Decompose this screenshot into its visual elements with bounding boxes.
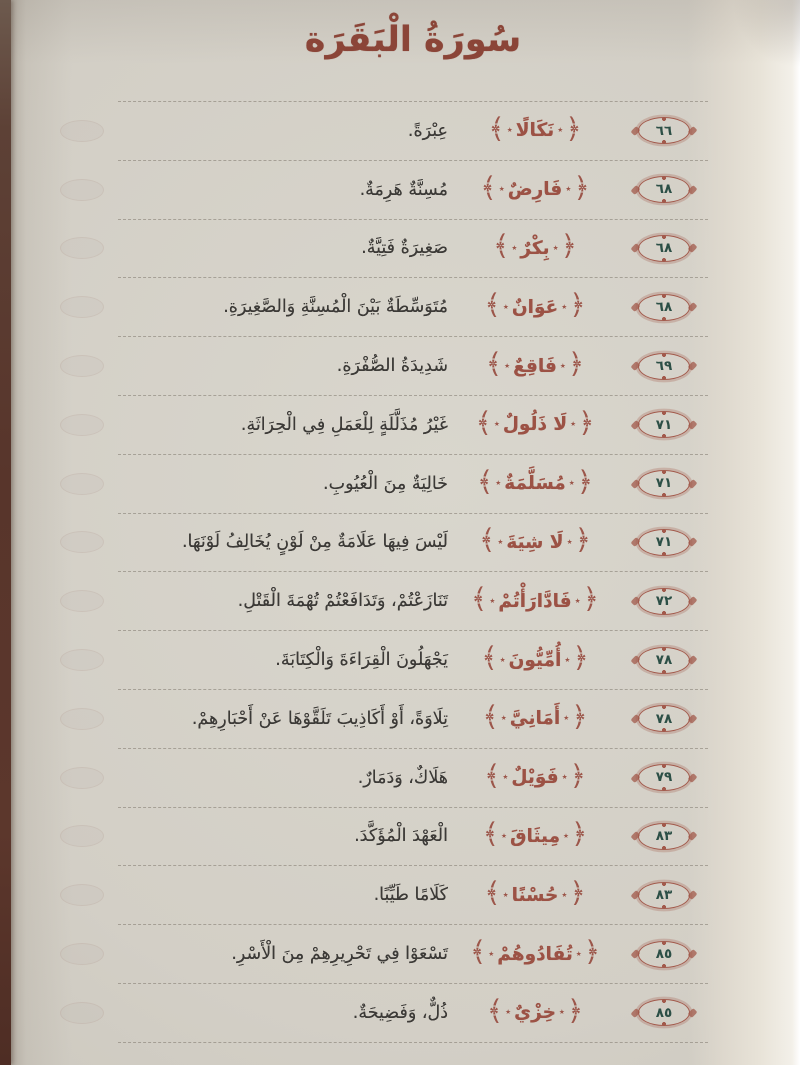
glossary-entry-row [118,690,708,749]
quran-word: بِكْرٌ [520,237,550,259]
rosette-ornament-icon: ٭ [488,946,495,960]
glossary-entry-row [118,572,708,631]
ornate-bracket-close-icon: ﴾ [485,347,503,381]
rosette-ornament-icon: ٭ [570,417,577,431]
verse-number: ٨٥ [655,945,673,962]
rosette-ornament-icon: ٭ [500,711,507,725]
meaning-text: خَالِيَةٌ مِنَ الْعُيُوبِ. [323,473,448,494]
glossary-entry-row [118,396,708,455]
verse-number-cell [620,764,708,791]
glossary-entry-row [118,102,708,161]
meaning-text: تِلَاوَةً، أَوْ أَكَاذِيبَ تَلَقَّوْهَا عَنْ أَحْبَارِهِمْ. [191,708,448,729]
quran-word: فَوَيْلٌ [511,767,559,789]
verse-number-cell [620,529,708,556]
glossary-entry-row [118,455,708,514]
verse-number-medallion [638,411,690,438]
verse-number: ٨٣ [655,887,673,903]
rosette-ornament-icon: ٭ [558,1005,565,1019]
meaning-text: ذُلٌّ، وَفَضِيحَةٌ. [352,1002,448,1023]
ornate-bracket-open-icon: ﴿ [565,111,582,145]
verse-number-medallion [638,764,690,791]
ornate-bracket-open-icon: ﴿ [583,935,601,969]
meaning-text: كَلَامًا طَيِّبًا. [373,885,448,906]
rosette-ornament-icon: ٭ [502,770,509,784]
ornate-bracket-close-icon: ﴾ [480,170,497,204]
meaning-text: هَلَاكٌ، وَدَمَارٌ. [357,767,448,788]
rosette-ornament-icon: ٭ [565,182,572,196]
quran-word: حُسْنًا [511,884,559,906]
quran-word: أُمِّيُّونَ [508,649,562,671]
verse-number: ٦٩ [655,357,673,374]
verse-number-medallion [638,588,690,615]
rosette-ornament-icon: ٭ [566,534,573,548]
ornate-bracket-close-icon: ﴾ [476,464,494,498]
verse-number-cell [620,235,708,262]
verse-number-cell [620,470,708,497]
verse-number: ٨٥ [655,1004,673,1021]
verse-number-medallion [638,117,690,144]
verse-number-cell [620,941,708,968]
verse-number: ٧٢ [655,593,673,610]
verse-number-medallion [638,470,690,497]
quran-word-cell [450,582,620,616]
ornate-bracket-open-icon: ﴿ [573,170,590,204]
meaning-text: مُتَوَسِّطَةٌ بَيْنَ الْمُسِنَّةِ وَالصَّغِيرَةِ. [223,297,448,318]
glossary-entry-row [118,161,708,220]
quran-word: لَا ذَلُولٌ [502,414,568,436]
verse-number-cell [620,999,708,1026]
rosette-ornament-icon: ٭ [563,711,570,725]
meaning-text: الْعَهْدَ الْمُؤَكَّدَ. [354,826,448,847]
quran-word-cell [450,935,620,969]
verse-number-medallion [638,529,690,556]
rosette-ornament-icon: ٭ [505,1005,512,1019]
verse-number-cell [620,882,708,909]
rosette-ornament-icon: ٭ [575,946,582,960]
meaning-text: مُسِنَّةٌ هَرِمَةٌ. [359,179,448,200]
meaning-text: تَنَازَعْتُمْ، وَتَدَافَعْتُمْ تُهْمَةَ الْقَتْلِ. [237,591,448,612]
verse-number: ٧١ [655,416,673,433]
quran-word-cell [450,347,620,381]
rosette-ornament-icon: ٭ [557,123,564,137]
ornate-bracket-close-icon: ﴾ [488,111,505,145]
meaning-text: عِبْرَةً. [407,120,448,141]
quran-word-cell [450,229,620,263]
rosette-ornament-icon: ٭ [489,593,496,607]
quran-word: تُفَادُوهُمْ [497,943,573,965]
verse-number: ٧١ [655,534,673,551]
ornate-bracket-open-icon: ﴿ [574,523,591,557]
verse-number-medallion [638,235,690,262]
quran-word-cell [450,993,620,1027]
quran-word: فَاقِعٌ [513,355,557,377]
rosette-ornament-icon: ٭ [552,240,559,254]
verse-number: ٦٦ [655,122,673,139]
meaning-text: شَدِيدَةُ الصُّفْرَةِ. [336,356,448,377]
glossary-entry-row [118,631,708,690]
glossary-entry-row [118,220,708,279]
verse-number-medallion [638,705,690,732]
quran-word: فَادَّارَأْتُمْ [498,590,572,612]
rosette-ornament-icon: ٭ [500,828,507,842]
verse-number: ٦٨ [655,181,673,198]
glossary-entry-row [118,749,708,808]
ornate-bracket-open-icon: ﴿ [571,817,588,851]
rosette-ornament-icon: ٭ [502,299,509,313]
rosette-ornament-icon: ٭ [495,476,502,490]
meaning-text: صَغِيرَةٌ فَتِيَّةٌ. [361,238,448,259]
glossary-entry-row [118,514,708,573]
verse-number: ٧١ [655,475,673,492]
quran-word: لَا شِيَةَ [506,531,564,553]
ornate-bracket-open-icon: ﴿ [569,876,586,910]
ornate-bracket-open-icon: ﴿ [572,641,589,675]
quran-word: فَارِضٌ [507,179,563,201]
ornate-bracket-close-icon: ﴾ [486,993,504,1027]
glossary-entry-row [118,337,708,396]
verse-number-cell [620,176,708,203]
verse-number-medallion [638,882,690,909]
quran-word-cell [450,405,620,439]
quran-word-cell [450,699,620,733]
quran-word-cell [450,641,620,675]
verse-number-medallion [638,176,690,203]
ornate-bracket-close-icon: ﴾ [479,523,496,557]
book-cover-edge [0,0,11,1065]
ornate-bracket-close-icon: ﴾ [484,758,501,792]
glossary-entry-row [118,278,708,337]
verse-number: ٦٨ [655,299,673,316]
rosette-ornament-icon: ٭ [559,358,566,372]
ornate-bracket-close-icon: ﴾ [484,288,501,322]
rosette-ornament-icon: ٭ [506,123,513,137]
quran-word: عَوَانٌ [511,296,559,318]
verse-number-cell [620,353,708,380]
surah-title: سُورَةُ الْبَقَرَة [304,20,522,60]
verse-number-medallion [638,823,690,850]
glossary-list [118,101,708,1043]
quran-word: مِيثَاقَ [509,825,561,847]
ornate-bracket-close-icon: ﴾ [470,582,488,616]
quran-word: خِزْيٌ [514,1002,556,1024]
verse-number-cell [620,588,708,615]
verse-number-medallion [638,353,690,380]
rosette-ornament-icon: ٭ [561,299,568,313]
ornate-bracket-close-icon: ﴾ [482,817,499,851]
quran-word-cell [450,170,620,204]
glossary-entry-row [118,866,708,925]
ornate-bracket-close-icon: ﴾ [482,699,499,733]
verse-number-cell [620,823,708,850]
rosette-ornament-icon: ٭ [493,417,500,431]
rosette-ornament-icon: ٭ [497,534,504,548]
rosette-ornament-icon: ٭ [511,240,518,254]
ornate-bracket-close-icon: ﴾ [475,405,492,439]
quran-word-cell [450,758,620,792]
quran-word: نَكَالًا [515,120,555,142]
ornate-bracket-close-icon: ﴾ [469,935,487,969]
verse-number: ٧٨ [655,710,673,727]
quran-word-cell [450,111,620,145]
verse-number-medallion [638,999,690,1026]
quran-word-cell [450,876,620,910]
rosette-ornament-icon: ٭ [502,887,509,901]
rosette-ornament-icon: ٭ [504,358,511,372]
meaning-text: يَجْهَلُونَ الْقِرَاءَةَ وَالْكِتَابَةَ. [275,650,448,671]
verse-number-cell [620,294,708,321]
glossary-entry-row [118,984,708,1043]
verse-number: ٧٨ [655,651,673,668]
rosette-ornament-icon: ٭ [561,770,568,784]
rosette-ornament-icon: ٭ [574,593,581,607]
quran-word: أَمَانِيَّ [509,708,561,730]
verse-number-medallion [638,941,690,968]
meaning-text: غَيْرُ مُذَلَّلَةٍ لِلْعَمَلِ فِي الْحِرَاثَةِ. [240,414,448,435]
ornate-bracket-open-icon: ﴿ [567,347,585,381]
ornate-bracket-close-icon: ﴾ [481,641,498,675]
rosette-ornament-icon: ٭ [561,887,568,901]
verse-number-cell [620,647,708,674]
verse-number-medallion [638,647,690,674]
verse-number: ٦٨ [655,240,673,257]
ornate-bracket-open-icon: ﴿ [582,582,600,616]
glossary-entry-row [118,808,708,867]
ornate-bracket-close-icon: ﴾ [484,876,501,910]
rosette-ornament-icon: ٭ [498,182,505,196]
meaning-text: تَسْعَوْا فِي تَحْرِيرِهِمْ مِنَ الْأَسْرِ. [231,944,448,965]
verse-number-medallion [638,294,690,321]
ornate-bracket-open-icon: ﴿ [571,699,588,733]
rosette-ornament-icon: ٭ [564,652,571,666]
ornate-bracket-open-icon: ﴿ [569,288,586,322]
quran-word-cell [450,464,620,498]
meaning-text: لَيْسَ فِيهَا عَلَامَةٌ مِنْ لَوْنٍ يُخَالِفُ لَوْنَهَا. [181,532,448,553]
verse-number: ٨٣ [655,828,673,845]
ornate-bracket-close-icon: ﴾ [492,229,510,263]
verse-number-cell [620,411,708,438]
ornate-bracket-open-icon: ﴿ [560,229,578,263]
ornate-bracket-open-icon: ﴿ [578,405,595,439]
ornate-bracket-open-icon: ﴿ [569,758,586,792]
glossary-entry-row [118,925,708,984]
rosette-ornament-icon: ٭ [499,652,506,666]
quran-word: مُسَلَّمَةٌ [504,473,566,495]
quran-word-cell [450,817,620,851]
verse-number-cell [620,705,708,732]
verse-number-cell [620,117,708,144]
ornate-bracket-open-icon: ﴿ [576,464,594,498]
quran-word-cell [450,288,620,322]
ornate-bracket-open-icon: ﴿ [566,993,584,1027]
rosette-ornament-icon: ٭ [563,828,570,842]
rosette-ornament-icon: ٭ [568,476,575,490]
verse-number: ٧٩ [655,769,673,786]
quran-word-cell [450,523,620,557]
